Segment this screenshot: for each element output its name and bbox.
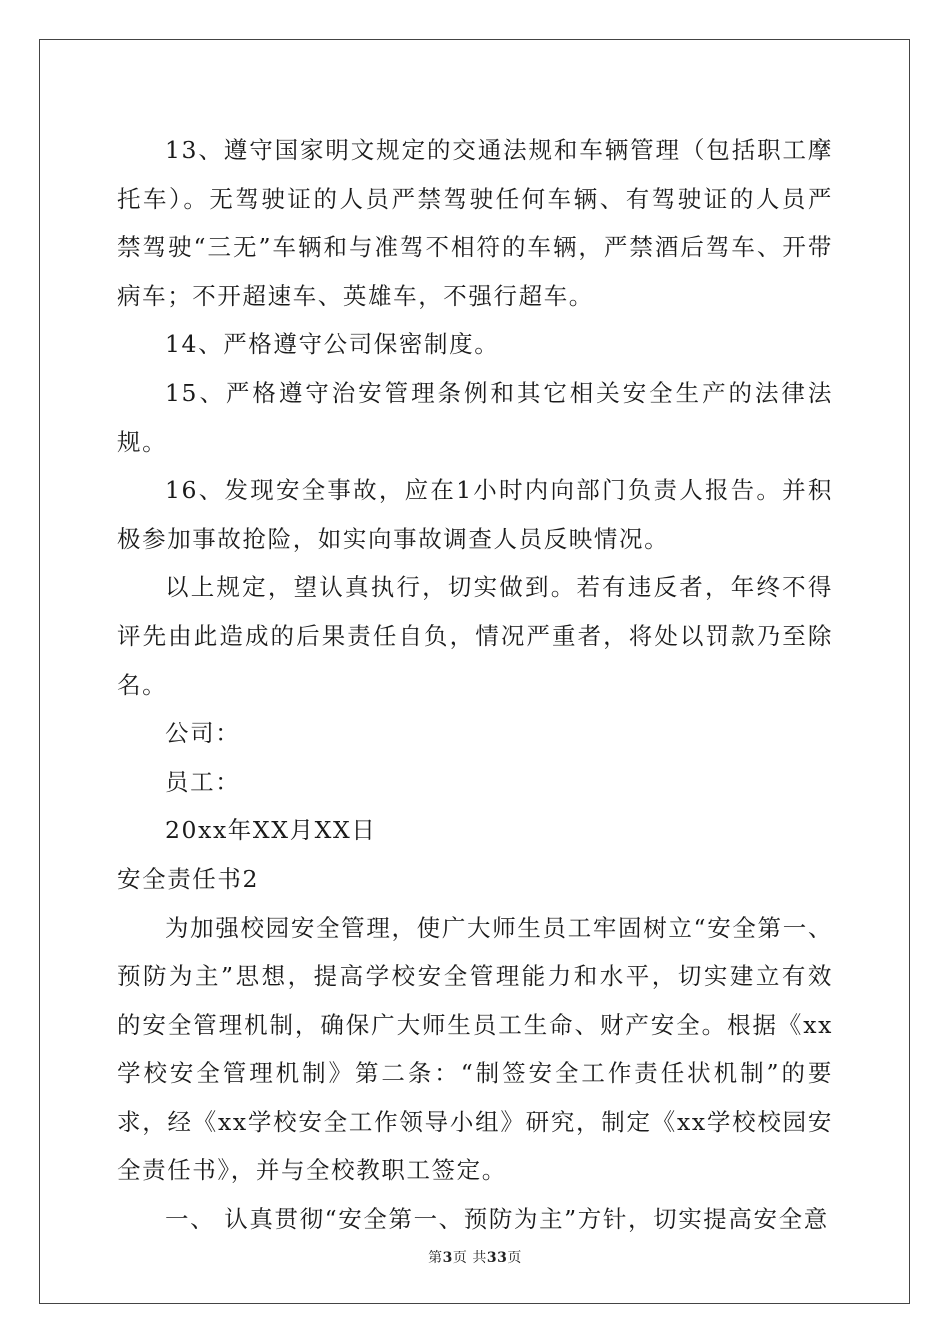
- paragraph-item-15: 15、严格遵守治安管理条例和其它相关安全生产的法律法规。: [117, 378, 833, 456]
- date-line: 20xx年XX月XX日: [165, 816, 377, 845]
- intro-paragraph: 为加强校园安全管理，使广大师生员工牢固树立“安全第一、预防为主”思想，提高学校安全管理能力和水平，切实建立有效的安全管理机制，确保广大师生员工生命、财产安全。根据《xx学校安全管理机制》第二条：“制签安全工作责任状机制”的要求，经《xx学校安全工作领导小组》研究，制定《xx学校校园安全责任书》，并与全校教职工签定。: [117, 913, 833, 1185]
- current-page-number: 3: [442, 1250, 453, 1266]
- document-body: [117, 126, 833, 1244]
- section-title: 安全责任书2: [117, 864, 260, 893]
- company-signature-line: 公司：: [165, 719, 241, 748]
- footer-mid: 页 共: [452, 1250, 487, 1266]
- total-page-count: 33: [486, 1250, 508, 1266]
- footer-suffix: 页: [507, 1250, 522, 1266]
- clause-one-paragraph: 一、 认真贯彻“安全第一、预防为主”方针，切实提高安全意: [165, 1205, 829, 1234]
- footer-prefix: 第: [428, 1250, 443, 1266]
- paragraph-item-14: 14、严格遵守公司保密制度。: [165, 330, 500, 359]
- employee-signature-line: 员工：: [165, 767, 241, 796]
- page-footer: [0, 1247, 950, 1267]
- paragraph-item-16: 16、发现安全事故，应在1小时内向部门负责人报告。并积极参加事故抢险，如实向事故调查人员反映情况。: [117, 476, 833, 553]
- closing-paragraph: 以上规定，望认真执行，切实做到。若有违反者，年终不得评先由此造成的后果责任自负，情况严重者，将处以罚款乃至除名。: [117, 573, 833, 699]
- paragraph-item-13: 13、遵守国家明文规定的交通法规和车辆管理（包括职工摩托车）。无驾驶证的人员严禁驾驶任何车辆、有驾驶证的人员严禁驾驶“三无”车辆和与准驾不相符的车辆，严禁酒后驾车、开带病车；不开超速车、英雄车，不强行超车。: [117, 136, 833, 310]
